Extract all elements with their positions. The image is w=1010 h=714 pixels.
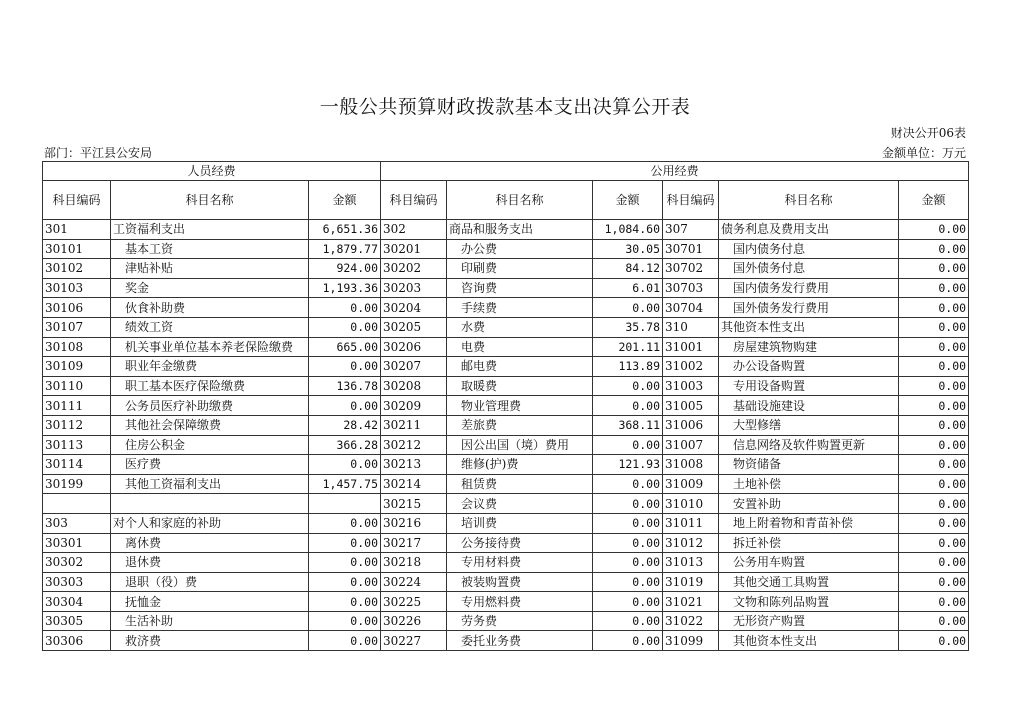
- subject-name: 劳务费: [447, 611, 593, 631]
- amount-value: 0.00: [309, 396, 381, 416]
- subject-name: 其他工资福利支出: [111, 474, 309, 494]
- subject-code: 30226: [381, 611, 447, 631]
- amount-value: 0.00: [593, 631, 663, 651]
- subject-name: 房屋建筑物购建: [719, 337, 899, 357]
- amount-value: 0.00: [593, 592, 663, 612]
- header-code: 科目编码: [43, 181, 111, 220]
- table-body: [43, 220, 969, 651]
- amount-value: 0.00: [899, 533, 969, 553]
- subject-name: 因公出国（境）费用: [447, 435, 593, 455]
- subject-code: 30213: [381, 455, 447, 475]
- subject-code: 30101: [43, 239, 111, 259]
- subject-name: 土地补偿: [719, 474, 899, 494]
- subject-name: 专用材料费: [447, 553, 593, 573]
- table-row: [43, 474, 969, 494]
- subject-code: 310: [663, 317, 719, 337]
- subject-code: 30107: [43, 317, 111, 337]
- subject-code: 30205: [381, 317, 447, 337]
- amount-value: 6,651.36: [309, 220, 381, 240]
- table-number: 财决公开06表: [890, 126, 966, 140]
- subject-code: 30304: [43, 592, 111, 612]
- amount-value: 0.00: [899, 337, 969, 357]
- amount-value: 0.00: [899, 317, 969, 337]
- subject-code: 31009: [663, 474, 719, 494]
- table-row: [43, 513, 969, 533]
- subject-code: 31021: [663, 592, 719, 612]
- subject-code: 30211: [381, 415, 447, 435]
- amount-value: 0.00: [593, 611, 663, 631]
- subject-name: 被装购置费: [447, 572, 593, 592]
- subject-name: 物资储备: [719, 455, 899, 475]
- subject-name: 租赁费: [447, 474, 593, 494]
- subject-code: 30203: [381, 278, 447, 298]
- subject-code: 31099: [663, 631, 719, 651]
- subject-code: 31012: [663, 533, 719, 553]
- subject-code: 30204: [381, 298, 447, 318]
- subject-code: 31008: [663, 455, 719, 475]
- subject-name: 专用设备购置: [719, 376, 899, 396]
- table-row: [43, 396, 969, 416]
- amount-value: 201.11: [593, 337, 663, 357]
- subject-code: 31010: [663, 494, 719, 514]
- subject-name: 大型修缮: [719, 415, 899, 435]
- table-row: [43, 415, 969, 435]
- amount-value: 84.12: [593, 259, 663, 279]
- subject-name: 安置补助: [719, 494, 899, 514]
- table-row: [43, 592, 969, 612]
- subject-name: 退休费: [111, 553, 309, 573]
- amount-value: 0.00: [593, 572, 663, 592]
- amount-value: 0.00: [593, 474, 663, 494]
- subject-code: 30113: [43, 435, 111, 455]
- amount-value: 0.00: [593, 553, 663, 573]
- subject-name: 委托业务费: [447, 631, 593, 651]
- table-row: [43, 357, 969, 377]
- table-row: [43, 611, 969, 631]
- amount-value: 366.28: [309, 435, 381, 455]
- subject-name: 基础设施建设: [719, 396, 899, 416]
- subject-code: 30305: [43, 611, 111, 631]
- subject-code: 30112: [43, 415, 111, 435]
- amount-value: 0.00: [899, 572, 969, 592]
- amount-value: 0.00: [309, 533, 381, 553]
- subject-name: 电费: [447, 337, 593, 357]
- amount-value: 0.00: [899, 474, 969, 494]
- header-amount: 金额: [309, 181, 381, 220]
- subject-name: 商品和服务支出: [447, 220, 593, 240]
- subject-name: 培训费: [447, 513, 593, 533]
- subject-code: 30201: [381, 239, 447, 259]
- subject-name: 办公费: [447, 239, 593, 259]
- subject-code: 31013: [663, 553, 719, 573]
- subject-name: 手续费: [447, 298, 593, 318]
- table-row: [43, 298, 969, 318]
- table-row: [43, 572, 969, 592]
- subject-name: 债务利息及费用支出: [719, 220, 899, 240]
- amount-value: 0.00: [899, 259, 969, 279]
- subject-code: 30103: [43, 278, 111, 298]
- subject-name: 对个人和家庭的补助: [111, 513, 309, 533]
- amount-value: 368.11: [593, 415, 663, 435]
- subject-code: 30216: [381, 513, 447, 533]
- subject-name: 印刷费: [447, 259, 593, 279]
- subject-code: 30209: [381, 396, 447, 416]
- amount-value: 0.00: [593, 376, 663, 396]
- table-row: [43, 259, 969, 279]
- subject-code: 30114: [43, 455, 111, 475]
- subject-name: 水费: [447, 317, 593, 337]
- subject-code: 30227: [381, 631, 447, 651]
- subject-code: 31003: [663, 376, 719, 396]
- amount-value: 0.00: [309, 513, 381, 533]
- subject-name: 地上附着物和青苗补偿: [719, 513, 899, 533]
- amount-value: 113.89: [593, 357, 663, 377]
- amount-value: 121.93: [593, 455, 663, 475]
- table-row: [43, 435, 969, 455]
- subject-code: 30207: [381, 357, 447, 377]
- table-row: [43, 533, 969, 553]
- subject-code: 302: [381, 220, 447, 240]
- amount-value: 0.00: [899, 239, 969, 259]
- amount-value: 0.00: [309, 611, 381, 631]
- table-row: [43, 376, 969, 396]
- table-row: [43, 239, 969, 259]
- amount-value: 924.00: [309, 259, 381, 279]
- table-row: [43, 278, 969, 298]
- subject-name: 退职（役）费: [111, 572, 309, 592]
- subject-name: 工资福利支出: [111, 220, 309, 240]
- subject-code: 30302: [43, 553, 111, 573]
- subject-name: 拆迁补偿: [719, 533, 899, 553]
- amount-value: 136.78: [309, 376, 381, 396]
- subject-code: 303: [43, 513, 111, 533]
- amount-value: 0.00: [899, 298, 969, 318]
- amount-value: 0.00: [309, 572, 381, 592]
- subject-name: 住房公积金: [111, 435, 309, 455]
- expenditure-table: [42, 161, 969, 651]
- amount-value: 28.42: [309, 415, 381, 435]
- amount-value: 0.00: [309, 317, 381, 337]
- subject-code: 30704: [663, 298, 719, 318]
- subject-code: 30206: [381, 337, 447, 357]
- amount-value: 0.00: [899, 611, 969, 631]
- amount-value: 0.00: [309, 592, 381, 612]
- subject-code: 307: [663, 220, 719, 240]
- subject-name: 国内债务发行费用: [719, 278, 899, 298]
- subject-code: 31002: [663, 357, 719, 377]
- subject-name: [111, 494, 309, 514]
- amount-value: 0.00: [593, 435, 663, 455]
- subject-name: 职业年金缴费: [111, 357, 309, 377]
- amount-value: 0.00: [899, 357, 969, 377]
- subject-code: 31005: [663, 396, 719, 416]
- amount-value: 0.00: [593, 513, 663, 533]
- subject-name: 会议费: [447, 494, 593, 514]
- amount-value: 0.00: [899, 376, 969, 396]
- header-amount: 金额: [593, 181, 663, 220]
- amount-value: 1,193.36: [309, 278, 381, 298]
- page-title: 一般公共预算财政拨款基本支出决算公开表: [319, 96, 691, 118]
- amount-value: 6.01: [593, 278, 663, 298]
- subject-code: 30217: [381, 533, 447, 553]
- subject-name: 其他资本性支出: [719, 317, 899, 337]
- amount-value: 1,457.75: [309, 474, 381, 494]
- amount-value: 0.00: [899, 553, 969, 573]
- subject-code: 31001: [663, 337, 719, 357]
- subject-code: 30202: [381, 259, 447, 279]
- header-name: 科目名称: [719, 181, 899, 220]
- subject-code: 31011: [663, 513, 719, 533]
- subject-name: 基本工资: [111, 239, 309, 259]
- subject-name: 差旅费: [447, 415, 593, 435]
- subject-name: 救济费: [111, 631, 309, 651]
- amount-value: 0.00: [309, 357, 381, 377]
- subject-name: 国外债务发行费用: [719, 298, 899, 318]
- subject-name: 取暖费: [447, 376, 593, 396]
- amount-value: 1,084.60: [593, 220, 663, 240]
- subject-code: 301: [43, 220, 111, 240]
- amount-value: 0.00: [899, 278, 969, 298]
- subject-code: 30306: [43, 631, 111, 651]
- subject-name: 机关事业单位基本养老保险缴费: [111, 337, 309, 357]
- subject-name: 公务接待费: [447, 533, 593, 553]
- amount-value: 0.00: [593, 533, 663, 553]
- amount-value: 0.00: [899, 592, 969, 612]
- amount-value: 0.00: [899, 220, 969, 240]
- subject-name: 津贴补贴: [111, 259, 309, 279]
- amount-value: 0.00: [899, 435, 969, 455]
- subject-code: 30702: [663, 259, 719, 279]
- header-code: 科目编码: [381, 181, 447, 220]
- subject-name: 离休费: [111, 533, 309, 553]
- table-row: [43, 220, 969, 240]
- subject-code: 30301: [43, 533, 111, 553]
- subject-code: 31006: [663, 415, 719, 435]
- amount-value: 0.00: [899, 494, 969, 514]
- amount-unit-label: 金额单位：万元: [881, 146, 966, 160]
- amount-value: 665.00: [309, 337, 381, 357]
- subject-code: 30215: [381, 494, 447, 514]
- header-personnel: 人员经费: [43, 162, 381, 181]
- subject-code: 30214: [381, 474, 447, 494]
- subject-code: 30111: [43, 396, 111, 416]
- subject-code: 30701: [663, 239, 719, 259]
- subject-name: 公务用车购置: [719, 553, 899, 573]
- amount-value: 0.00: [899, 415, 969, 435]
- subject-code: 30225: [381, 592, 447, 612]
- subject-code: 31022: [663, 611, 719, 631]
- subject-name: 邮电费: [447, 357, 593, 377]
- subject-name: 维修(护)费: [447, 455, 593, 475]
- amount-value: 0.00: [309, 631, 381, 651]
- amount-value: 0.00: [593, 396, 663, 416]
- table-row: [43, 553, 969, 573]
- subject-name: 专用燃料费: [447, 592, 593, 612]
- amount-value: 0.00: [309, 298, 381, 318]
- amount-value: [309, 494, 381, 514]
- subject-code: 30199: [43, 474, 111, 494]
- amount-value: 0.00: [899, 513, 969, 533]
- amount-value: 0.00: [899, 396, 969, 416]
- subject-name: 绩效工资: [111, 317, 309, 337]
- subject-code: 31007: [663, 435, 719, 455]
- amount-value: 0.00: [899, 631, 969, 651]
- header-name: 科目名称: [447, 181, 593, 220]
- subject-code: [43, 494, 111, 514]
- amount-value: 0.00: [899, 455, 969, 475]
- subject-name: 公务员医疗补助缴费: [111, 396, 309, 416]
- subject-name: 职工基本医疗保险缴费: [111, 376, 309, 396]
- subject-code: 30218: [381, 553, 447, 573]
- subject-name: 无形资产购置: [719, 611, 899, 631]
- subject-name: 文物和陈列品购置: [719, 592, 899, 612]
- subject-code: 30224: [381, 572, 447, 592]
- subject-name: 奖金: [111, 278, 309, 298]
- subject-code: 30212: [381, 435, 447, 455]
- subject-name: 伙食补助费: [111, 298, 309, 318]
- amount-value: 30.05: [593, 239, 663, 259]
- amount-value: 1,879.77: [309, 239, 381, 259]
- subject-name: 信息网络及软件购置更新: [719, 435, 899, 455]
- table-row: [43, 494, 969, 514]
- table-row: [43, 337, 969, 357]
- subject-name: 国内债务付息: [719, 239, 899, 259]
- table-row: [43, 631, 969, 651]
- subject-code: 30109: [43, 357, 111, 377]
- subject-name: 生活补助: [111, 611, 309, 631]
- subject-name: 其他交通工具购置: [719, 572, 899, 592]
- subject-name: 其他社会保障缴费: [111, 415, 309, 435]
- subject-name: 办公设备购置: [719, 357, 899, 377]
- header-code: 科目编码: [663, 181, 719, 220]
- subject-name: 国外债务付息: [719, 259, 899, 279]
- department-label: 部门：平江县公安局: [44, 146, 153, 160]
- amount-value: 0.00: [309, 455, 381, 475]
- subject-code: 30108: [43, 337, 111, 357]
- header-public: 公用经费: [381, 162, 969, 181]
- subject-code: 30110: [43, 376, 111, 396]
- amount-value: 0.00: [309, 553, 381, 573]
- subject-name: 物业管理费: [447, 396, 593, 416]
- table-row: [43, 455, 969, 475]
- amount-value: 0.00: [593, 494, 663, 514]
- subject-code: 30106: [43, 298, 111, 318]
- header-amount: 金额: [899, 181, 969, 220]
- subject-code: 31019: [663, 572, 719, 592]
- subject-code: 30703: [663, 278, 719, 298]
- subject-name: 医疗费: [111, 455, 309, 475]
- subject-name: 抚恤金: [111, 592, 309, 612]
- subject-code: 30303: [43, 572, 111, 592]
- subject-name: 咨询费: [447, 278, 593, 298]
- amount-value: 0.00: [593, 298, 663, 318]
- subject-code: 30102: [43, 259, 111, 279]
- subject-name: 其他资本性支出: [719, 631, 899, 651]
- subject-code: 30208: [381, 376, 447, 396]
- header-name: 科目名称: [111, 181, 309, 220]
- amount-value: 35.78: [593, 317, 663, 337]
- table-row: [43, 317, 969, 337]
